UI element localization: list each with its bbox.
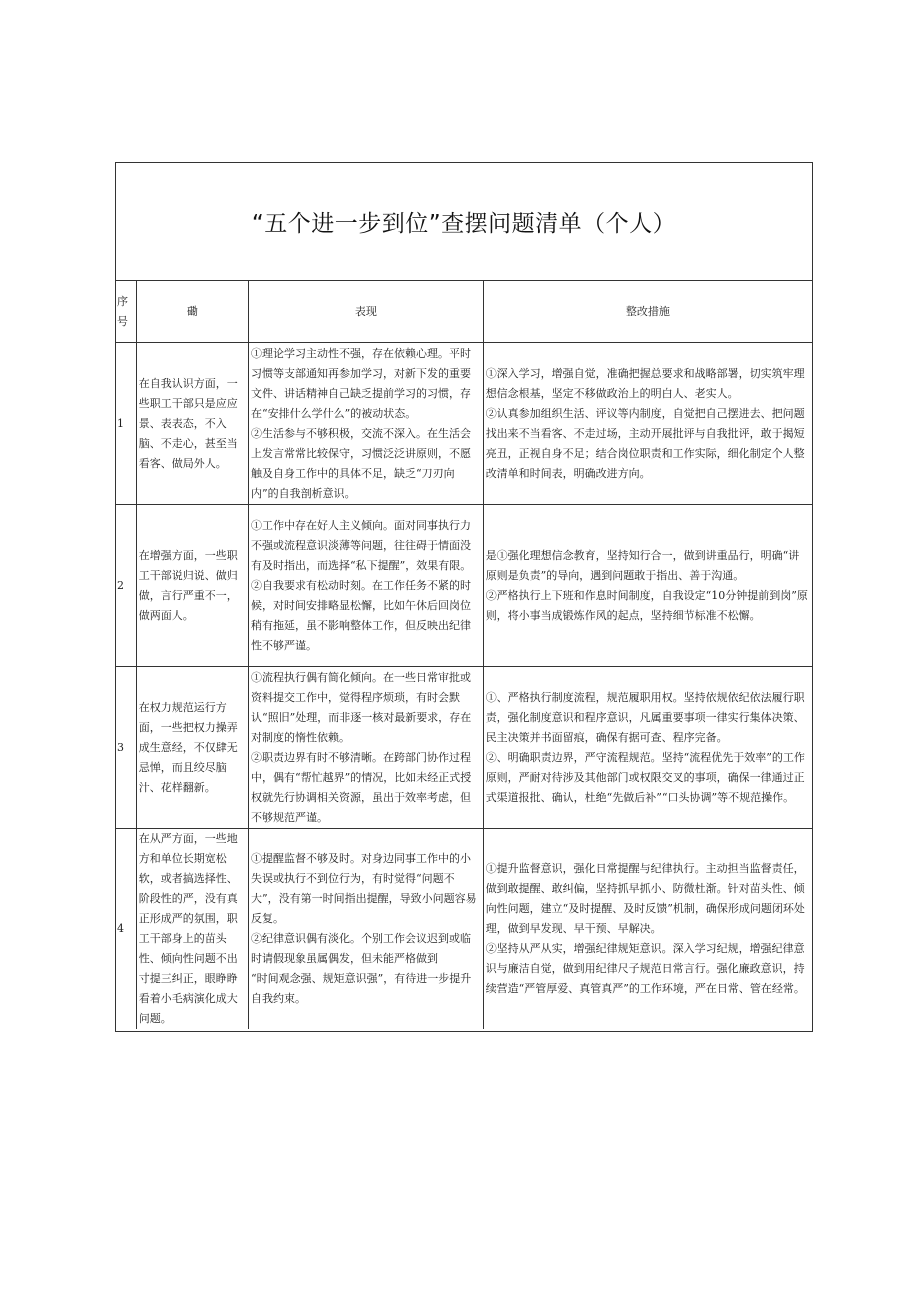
issue-item: ①理论学习主动性不强，存在依赖心理。平时习惯等支部通知再参加学习，对新下发的重要文件、讲话精神自己缺乏提前学习的习惯，存在“安排什么学什么”的被动状态。 <box>251 346 471 420</box>
header-measures: 整改措施 <box>483 281 812 343</box>
table-row <box>116 343 812 505</box>
issue-item: ①提醒监督不够及时。对身边同事工作中的小失误或执行不到位行为，有时觉得“问题不大”，没有第一时间指出提醒，导致小问题容易反复。 <box>251 852 477 925</box>
page-title: “五个进一步到位”查摆问题清单（个人） <box>116 163 812 281</box>
table-header-row <box>116 281 812 343</box>
row-measures <box>483 829 812 1030</box>
header-issues: 表现 <box>249 281 484 343</box>
issue-item: ①工作中存在好人主义倾向。面对同事执行力不强或流程意识淡薄等问题，往往碍于情面没有及时指出，而选择“私下提醒”，效果有限。 <box>251 518 472 572</box>
measure-item: 是①强化理想信念教育，坚持知行合一，做到讲重品行，明确“讲原则是负责”的导向，遇到问题敢于指出、善于沟通。 <box>485 548 800 582</box>
row-index: 1 <box>116 343 136 505</box>
measure-item: ②认真参加组织生活、评议等内制度，自觉把自己摆进去、把问题找出来不当看客、不走过场，主动开展批评与自我批评，敢于揭短亮丑，正视自身不足；结合岗位职责和工作实际，细化制定个人整改清单和时间表，明确改进方向。 <box>485 406 805 480</box>
row-measures <box>483 667 812 829</box>
row-issues <box>249 343 484 505</box>
measure-item: ②严格执行上下班和作息时间制度，自我设定“10分钟提前到岗”原则，将小事当成锻炼作风的起点，坚持细节标准不松懈。 <box>485 588 808 622</box>
table-row <box>116 667 812 829</box>
measure-item: ①深入学习，增强自觉，准确把握总要求和战略部署，切实筑牢理想信念根基，坚定不移做政治上的明白人、老实人。 <box>485 366 805 400</box>
table-row <box>116 505 812 667</box>
row-index: 3 <box>116 667 136 829</box>
row-measures <box>483 505 812 667</box>
measure-item: ①、严格执行制度流程，规范履职用权。坚持依规依纪依法履行职责，强化制度意识和程序意识，凡属重要事项一律实行集体决策、民主决策并书面留痕，确保有据可查、程序完备。 <box>485 690 805 744</box>
issue-table <box>116 281 812 1029</box>
row-aspect: 在权力规范运行方面，一些把权力操弄成生意经，不仅肆无忌惮，而且绞尽脑汁、花样翻新。 <box>136 667 248 829</box>
issue-item: ①流程执行偶有简化倾向。在一些日常审批或资料提交工作中，觉得程序烦琐，有时会默认“照旧”处理，而非逐一核对最新要求，存在对制度的惰性依赖。 <box>251 670 472 744</box>
row-aspect: 在自我认识方面，一些职工干部只是应应景、表表态，不入脑、不走心，甚至当看客、做局外人。 <box>136 343 248 505</box>
measure-item: ①提升监督意识，强化日常提醒与纪律执行。主动担当监督责任，做到敢提醒、敢纠偏，坚持抓早抓小、防微杜渐。针对苗头性、倾向性问题，建立“及时提醒、及时反馈”机制，确保形成问题闭环处理，做到早发现、早干预、早解决。 <box>485 862 805 935</box>
row-index: 4 <box>116 829 136 1030</box>
table-row <box>116 829 812 1030</box>
header-index: 序号 <box>116 281 136 343</box>
measure-item: ②、明确职责边界，严守流程规范。坚持“流程优先于效率”的工作原则，严耐对待涉及其他部门或权限交叉的事项，确保一律通过正式渠道报批、确认，杜绝“先做后补”“口头协调”等不规范操作。 <box>485 750 805 804</box>
issue-item: ②职责边界有时不够清晰。在跨部门协作过程中，偶有“帮忙越界”的情况，比如未经正式授权就先行协调相关资源，虽出于效率考虑，但不够规范严谨。 <box>251 750 472 824</box>
row-issues <box>249 829 484 1030</box>
issue-item: ②生活参与不够积极，交流不深入。在生活会上发言常常比较保守，习惯泛泛讲原则，不愿触及自身工作中的具体不足，缺乏“刀刃向内”的自我剖析意识。 <box>251 426 471 500</box>
row-issues <box>249 667 484 829</box>
header-aspect: 磡 <box>136 281 248 343</box>
row-aspect: 在增强方面，一些职工干部说归说、做归做，言行严重不一，做两面人。 <box>136 505 248 667</box>
issue-item: ②纪律意识偶有淡化。个别工作会议迟到或临时请假现象虽属偶发，但未能严格做到 <box>251 932 471 965</box>
issue-item: ②自我要求有松动时刻。在工作任务不紧的时候，对时间安排略显松懈，比如午休后回岗位稍有拖延，虽不影响整体工作，但反映出纪律性不够严谨。 <box>251 578 471 652</box>
row-aspect: 在从严方面，一些地方和单位长期宽松软，或者搞选择性、阶段性的严，没有真正形成严的氛围，职工干部身上的苗头性、倾向性问题不出寸提三纠正，眼睁睁看着小毛病演化成大问题。 <box>136 829 248 1030</box>
row-issues <box>249 505 484 667</box>
row-index: 2 <box>116 505 136 667</box>
issue-item: “时间观念强、规矩意识强”，有待进一步提升自我约束。 <box>251 972 472 1005</box>
measure-item: ②坚持从严从实，增强纪律规矩意识。深入学习纪规，增强纪律意识与廉洁自觉，做到用纪律尺子规范日常言行。强化廉政意识，持续营造“严管厚爱、真管真严”的工作环境，严在日常、管在经常。 <box>485 942 805 995</box>
issue-list-sheet <box>115 162 813 1032</box>
row-measures <box>483 343 812 505</box>
